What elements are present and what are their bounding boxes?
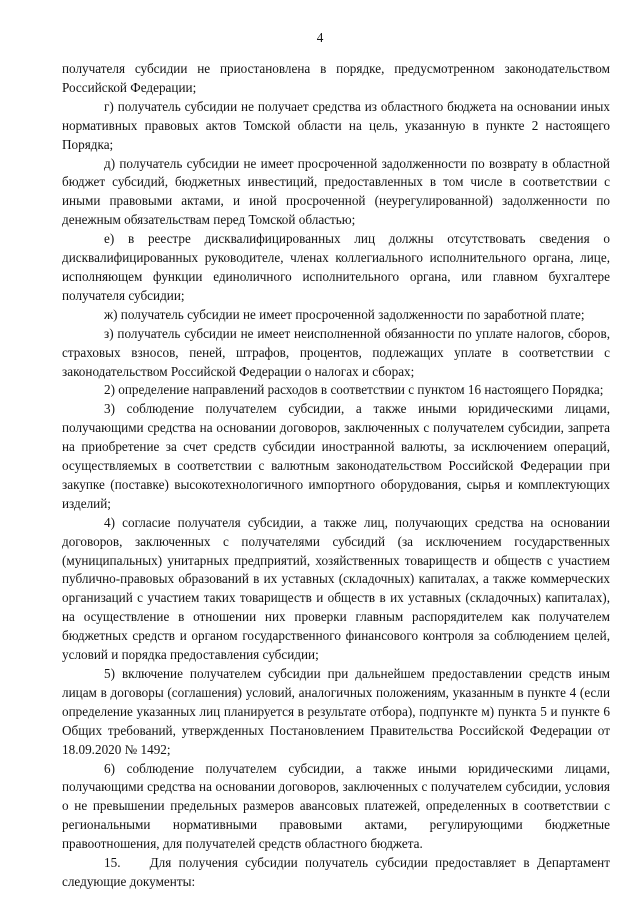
paragraph-item-z: з) получатель субсидии не имеет неисполненной обязанности по уплате налогов, сборов, страховых взносов, пеней, штрафов, процентов, подлежащих уплате в соответствии с законодательством Российской Федерации о налогах и сборах; bbox=[62, 325, 610, 379]
paragraph-item-g: г) получатель субсидии не получает средства из областного бюджета на основании иных нормативных правовых актов Томской области на цель, указанную в пункте 2 настоящего Порядка; bbox=[62, 98, 610, 152]
paragraph-item-2: 2) определение направлений расходов в соответствии с пунктом 16 настоящего Порядка; bbox=[104, 382, 604, 398]
paragraph-item-3: 3) соблюдение получателем субсидии, а также иными юридическими лицами, получающими средства на основании договоров, заключенных с получателем субсидии, запрета на приобретение за счет средств субсидии иностранной валюты, за исключением операций, осуществляемых в соответствии с валютным законодательством Российской Федерации при закупке (поставке) высокотехнологичного импортного оборудования, сырья и комплектующих изделий; bbox=[62, 401, 610, 511]
paragraph-item-6: 6) соблюдение получателем субсидии, а также иными юридическими лицами, получающими средства на основании договоров, заключенных с получателем субсидии, условия о не превышении предельных размеров авансовых платежей, определенных в соответствии с региональными нормативными правовыми актами, регулирующими бюджетные правоотношения, для получателей средств областного бюджета. bbox=[62, 760, 610, 852]
paragraph-item-zh: ж) получатель субсидии не имеет просроченной задолженности по заработной плате; bbox=[104, 306, 585, 322]
paragraph-continuation: получателя субсидии не приостановлена в порядке, предусмотренном законодательством Российской Федерации; bbox=[62, 61, 610, 95]
document-body bbox=[62, 60, 614, 892]
paragraph-item-e: е) в реестре дисквалифицированных лиц должны отсутствовать сведения о дисквалифицированных руководителе, членах коллегиального исполнительного органа, лице, исполняющем функции единоличного исполнительного органа, или главном бухгалтере получателя субсидии; bbox=[62, 231, 610, 303]
page-number: 4 bbox=[316, 30, 324, 45]
paragraph-item-d: д) получатель субсидии не имеет просроченной задолженности по возврату в областной бюджет субсидий, бюджетных инвестиций, предоставленных в том числе в соответствии с иными правовыми актами, и иной просроченной (неурегулированной) задолженности по денежным обязательствам перед Томской областью; bbox=[62, 155, 610, 228]
paragraph-section-15: 15. Для получения субсидии получатель субсидии предоставляет в Департамент следующие документы: bbox=[62, 855, 614, 889]
paragraph-item-5: 5) включение получателем субсидии при дальнейшем предоставлении средств иным лицам в договоры (соглашения) условий, аналогичных положениям, указанным в пункте 4 (если определение указанных лиц планируется в результате отбора), подпункте м) пункта 5 и пункте 6 Общих требований, утвержденных Постановлением Правительства Российской Федерации от 18.09.2020 № 1492; bbox=[62, 666, 610, 757]
paragraph-item-4: 4) согласие получателя субсидии, а также лиц, получающих средства на основании договоров, заключенных с получателями субсидий (за исключением государственных (муниципальных) унитарных предприятий, хозяйственных товариществ и обществ с участием публично-правовых образований в их уставных (складочных) капиталах, а также коммерческих организаций с участием таких товариществ и обществ в их уставных (складочных) капиталах), на осуществление в отношении них проверки главным распорядителем как получателем бюджетных средств и органом государственного финансового контроля за соблюдением целей, условий и порядка предоставления субсидии; bbox=[62, 514, 610, 663]
